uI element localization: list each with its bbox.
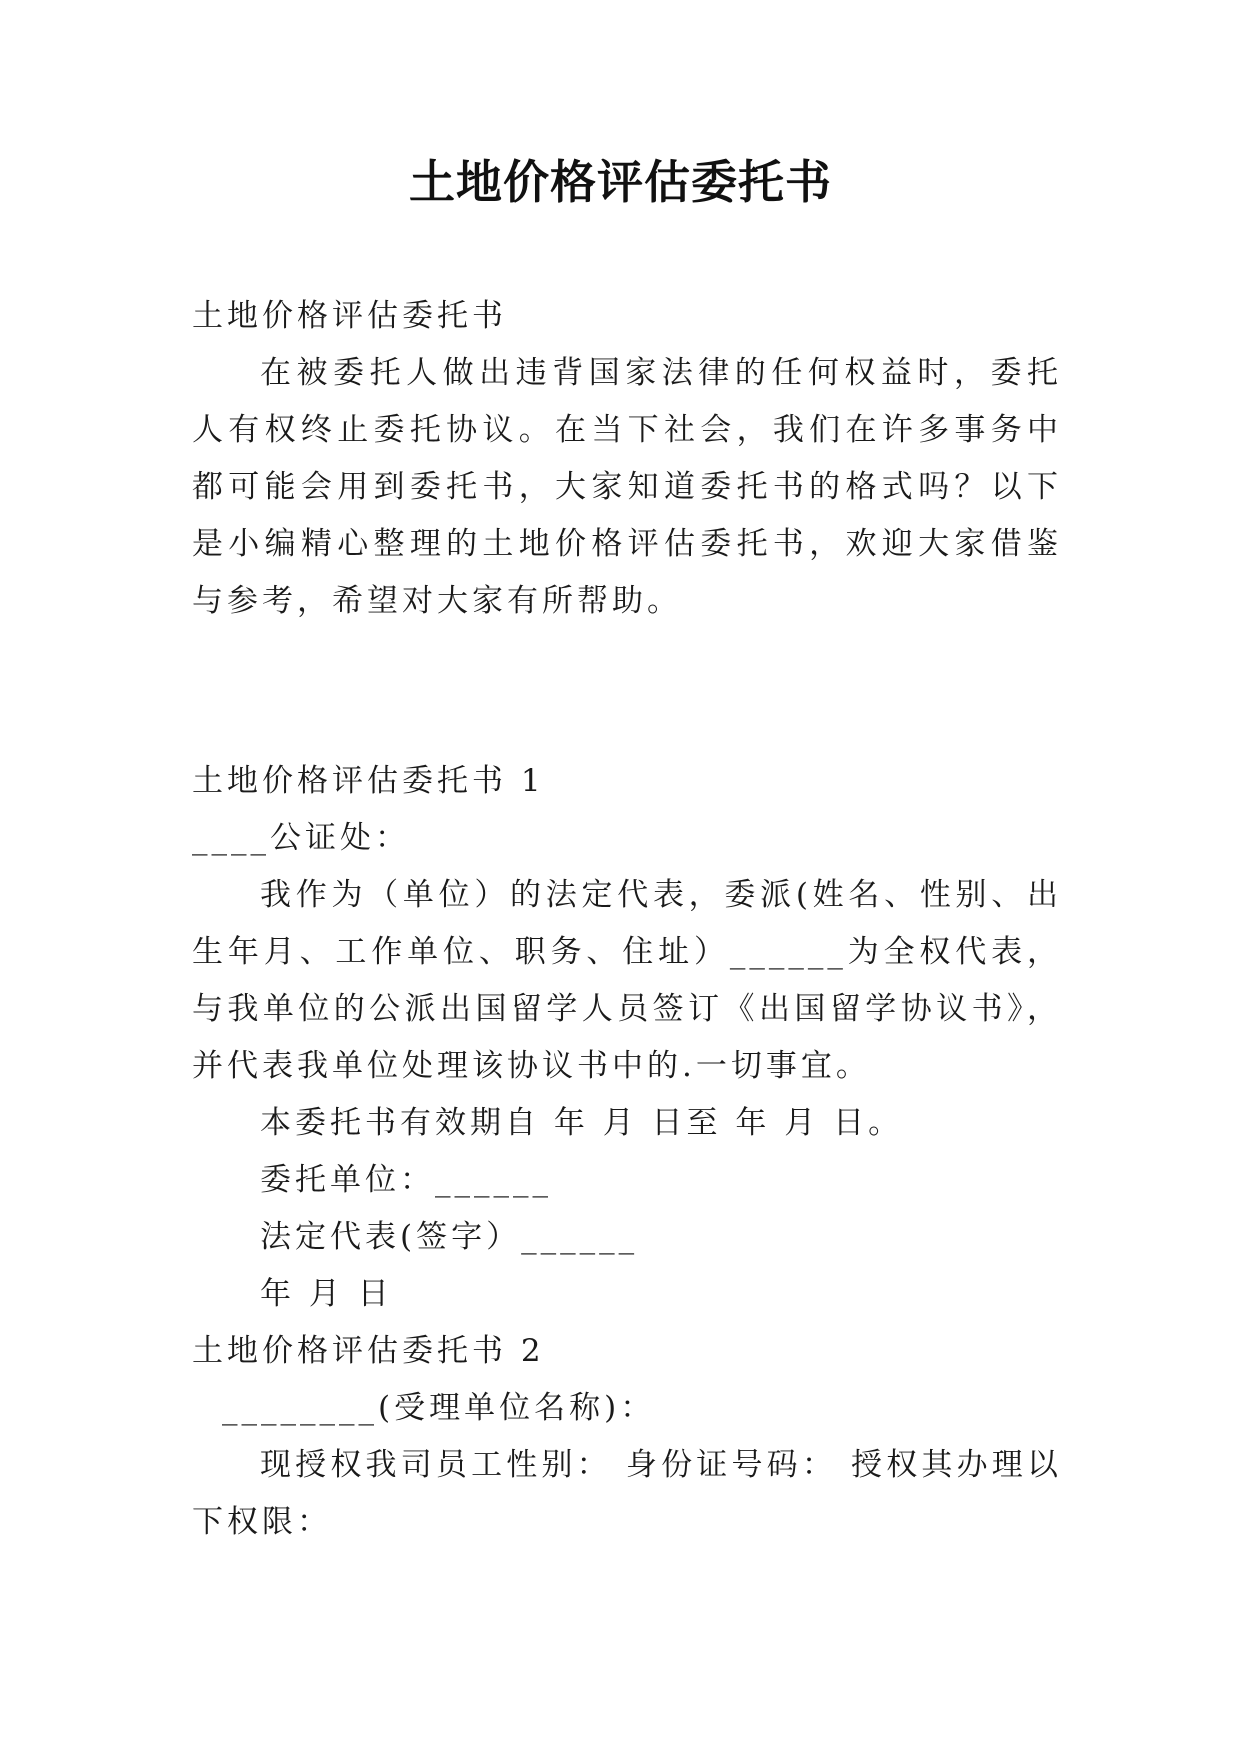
section1-legal-rep-signature: 法定代表(签字）______ [260, 1219, 639, 1255]
document-body [192, 288, 1062, 1551]
section1-validity: 本委托书有效期自 年 月 日至 年 月 日。 [260, 1105, 904, 1141]
section1-heading: 土地价格评估委托书 1 [192, 763, 545, 799]
section2-addressee: ________(受理单位名称)： [222, 1390, 656, 1426]
document-title: 土地价格评估委托书 [409, 155, 832, 209]
section2-heading: 土地价格评估委托书 2 [192, 1333, 545, 1369]
section1-addressee: ____公证处： [192, 820, 410, 856]
intro-paragraph: 在被委托人做出违背国家法律的任何权益时，委托人有权终止委托协议。在当下社会，我们在许多事务中都可能会用到委托书，大家知道委托书的格式吗？以下是小编精心整理的土地价格评估委托书，欢迎大家借鉴与参考，希望对大家有所帮助。 [192, 355, 1062, 619]
section1-paragraph: 我作为（单位）的法定代表，委派(姓名、性别、出生年月、工作单位、职务、住址）______为全权代表，与我单位的公派出国留学人员签订《出国留学协议书》，并代表我单位处理该协议书中的.一切事宜。 [192, 877, 1062, 1084]
intro-heading: 土地价格评估委托书 [192, 298, 507, 334]
section2-paragraph: 现授权我司员工性别： 身份证号码： 授权其办理以下权限： [192, 1447, 1062, 1540]
section1-entrusting-unit: 委托单位：______ [260, 1162, 552, 1198]
section1-date-line: 年 月 日 [260, 1276, 393, 1312]
